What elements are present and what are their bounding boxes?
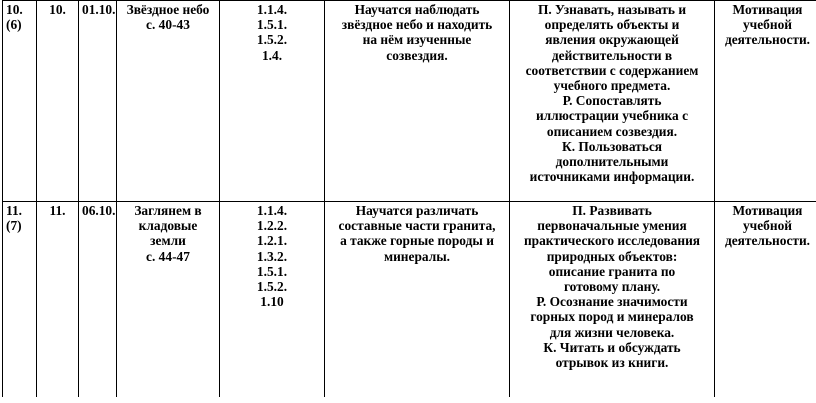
- cell-text-line: первоначальные умения: [537, 218, 687, 234]
- cell-text-line: земли: [150, 233, 186, 249]
- lesson-index: 10.: [49, 2, 66, 17]
- table-row: [3, 202, 816, 398]
- lesson-date: 06.10.: [82, 203, 116, 218]
- cell-text-line: 10.: [6, 2, 23, 17]
- cell-text-line: горных пород и минералов: [530, 309, 694, 325]
- cell-text-line: П. Узнавать, называть и: [537, 2, 687, 17]
- topic-cell: [117, 202, 220, 398]
- lesson-date: 01.10.: [82, 2, 116, 17]
- cell-text-line: К. Пользоваться: [561, 138, 663, 154]
- date-cell: [79, 202, 117, 398]
- cell-text-line: 1.5.1.: [256, 17, 288, 33]
- cell-text-line: а также горные породы и: [340, 233, 494, 249]
- cell-text-line: учебной: [742, 218, 792, 234]
- cell-text-line: Р. Сопоставлять: [562, 93, 662, 109]
- cell-text-line: соответствии с содержанием: [525, 62, 699, 78]
- cell-text-line: 1.3.2.: [256, 248, 288, 264]
- lesson-plan-table: [2, 0, 816, 397]
- results-cell: [325, 1, 510, 202]
- cell-text-line: деятельности.: [724, 32, 811, 48]
- cell-text-line: источниками информации.: [529, 169, 695, 185]
- cell-text-line: деятельности.: [724, 233, 811, 249]
- cell-text-line: Заглянем в: [134, 203, 202, 218]
- lesson-index-cell: [37, 1, 79, 202]
- date-cell: [79, 1, 117, 202]
- cell-text-line: созвездия.: [386, 47, 448, 63]
- cell-text-line: природных объектов:: [546, 248, 678, 264]
- cell-text-line: 1.5.2.: [256, 32, 288, 48]
- cell-text-line: 1.5.1.: [256, 263, 288, 279]
- cell-text-line: иллюстрации учебника с: [535, 108, 689, 124]
- cell-text-line: К. Читать и обсуждать: [543, 339, 681, 355]
- cell-text-line: с. 40-43: [146, 17, 190, 33]
- cell-text-line: Мотивация: [732, 2, 803, 17]
- cell-text-line: 1.4.: [261, 47, 283, 63]
- cell-text-line: Р. Осознание значимости: [536, 294, 688, 310]
- cell-text-line: описанием созвездия.: [546, 123, 678, 139]
- cell-text-line: дополнительными: [555, 154, 669, 170]
- cell-text-line: 11.: [6, 203, 22, 218]
- cell-text-line: с. 44-47: [146, 248, 190, 264]
- cell-text-line: 1.5.2.: [256, 279, 288, 295]
- cell-text-line: учебного предмета.: [553, 78, 671, 94]
- cell-text-line: Мотивация: [732, 203, 803, 218]
- cell-text-line: составные части гранита,: [338, 218, 496, 234]
- cell-text-line: П. Развивать: [572, 203, 652, 218]
- uud-cell: [510, 202, 715, 398]
- cell-text-line: кладовые: [138, 218, 198, 234]
- personal-results-cell: [715, 202, 816, 398]
- lesson-index-cell: [37, 202, 79, 398]
- cell-text-line: для жизни человека.: [549, 324, 675, 340]
- cell-text-line: готовому плану.: [563, 279, 661, 295]
- results-cell: [325, 202, 510, 398]
- cell-text-line: описание гранита по: [548, 263, 676, 279]
- cell-text-line: звёздное небо и находить: [341, 17, 493, 33]
- cell-text-line: отрывок из книги.: [555, 355, 669, 371]
- lesson-index: 11.: [49, 203, 66, 218]
- cell-text-line: действительности в: [551, 47, 673, 63]
- cell-text-line: практического исследования: [523, 233, 701, 249]
- cell-text-line: Научатся наблюдать: [354, 2, 480, 17]
- cell-text-line: (6): [6, 17, 22, 33]
- cell-text-line: 1.2.2.: [256, 218, 288, 234]
- lesson-number-cell: [3, 202, 37, 398]
- cell-text-line: 1.2.1.: [256, 233, 288, 249]
- cell-text-line: определять объекты и: [544, 17, 680, 33]
- topic-cell: [117, 1, 220, 202]
- cell-text-line: (7): [6, 218, 22, 234]
- cell-text-line: 1.1.4.: [256, 2, 288, 17]
- cell-text-line: на нём изученные: [362, 32, 472, 48]
- cell-text-line: 1.10: [260, 294, 284, 310]
- codes-cell: [220, 1, 325, 202]
- table-row: [3, 1, 816, 202]
- lesson-number-cell: [3, 1, 37, 202]
- cell-text-line: учебной: [742, 17, 792, 33]
- lesson-plan-body: [3, 1, 816, 398]
- cell-text-line: явления окружающей: [545, 32, 679, 48]
- cell-text-line: 1.1.4.: [256, 203, 288, 218]
- personal-results-cell: [715, 1, 816, 202]
- codes-cell: [220, 202, 325, 398]
- cell-text-line: Научатся различать: [355, 203, 479, 218]
- cell-text-line: Звёздное небо: [126, 2, 210, 17]
- uud-cell: [510, 1, 715, 202]
- cell-text-line: минералы.: [383, 248, 451, 264]
